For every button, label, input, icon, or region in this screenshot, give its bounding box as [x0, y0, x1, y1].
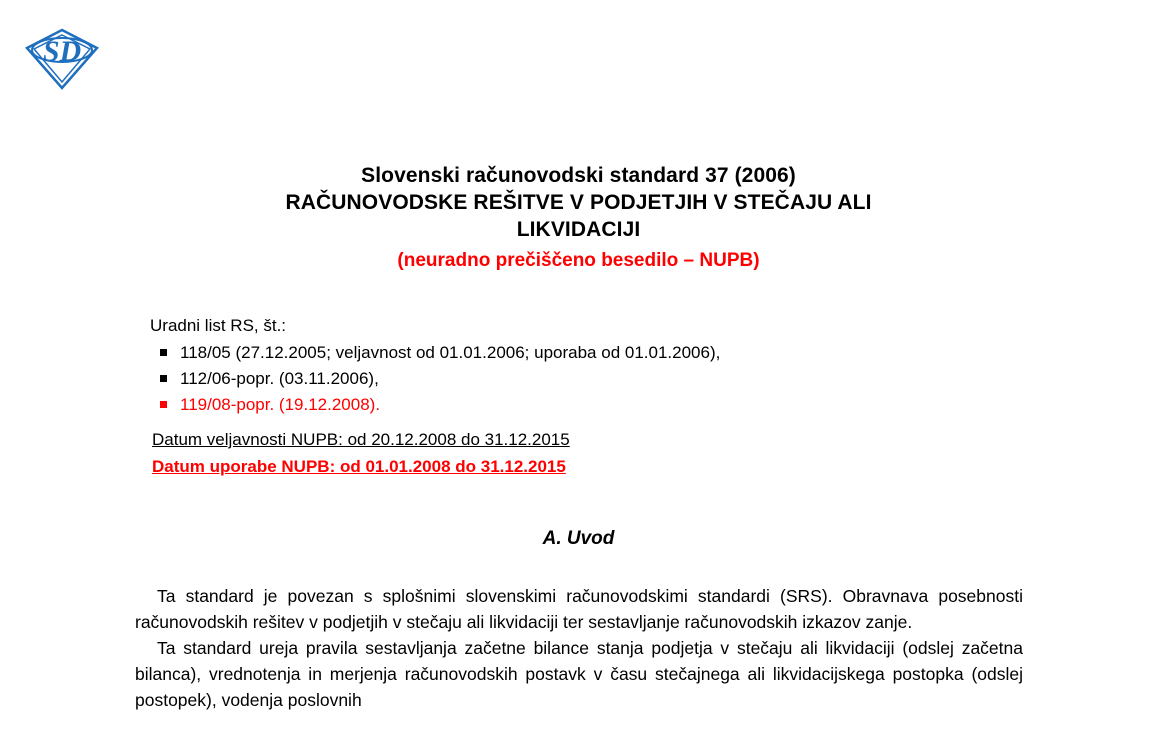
square-bullet-icon: [160, 401, 167, 408]
page-title-line-2: RAČUNOVODSKE REŠITVE V PODJETJIH V STEČAJU ALI: [285, 191, 872, 214]
page-title-line-1: Slovenski računovodski standard 37 (2006): [361, 164, 796, 187]
validity-block: [152, 427, 570, 479]
body-paragraph-1: Ta standard je povezan s splošnimi slovenskimi računovodskimi standardi (SRS). Obravnava posebnosti računovodskih rešitev v podjetjih v stečaju ali likvidaciji ter sestavljanje računovodskih izkazov zanje.: [135, 586, 1023, 632]
document-title-block: [0, 162, 1157, 273]
gazette-lead: Uradni list RS, št.:: [150, 316, 287, 335]
validity-date-line: Datum veljavnosti NUPB: od 20.12.2008 do 31.12.2015: [152, 430, 570, 449]
sd-diamond-logo-icon: [22, 28, 102, 90]
page-title-line-3: LIKVIDACIJI: [516, 218, 641, 241]
body-text: [135, 583, 1023, 713]
page-subtitle: (neuradno prečiščeno besedilo – NUPB): [397, 250, 760, 271]
list-item: [150, 366, 1050, 392]
gazette-list: [150, 340, 1050, 418]
body-paragraph-2: Ta standard ureja pravila sestavljanja začetne bilance stanja podjetja v stečaju ali likvidaciji (odslej začetna bilanca), vrednotenja in merjenja računovodskih postavk v času stečajnega ali likvidacijskega postopka (odslej postopek), vodenja poslovnih: [135, 638, 1023, 710]
list-item: [150, 392, 1050, 418]
gazette-references: [150, 313, 1050, 418]
square-bullet-icon: [160, 349, 167, 356]
sd-logo: [22, 28, 102, 90]
square-bullet-icon: [160, 375, 167, 382]
gazette-item-label: 112/06-popr. (03.11.2006),: [180, 369, 379, 388]
usage-date-line: Datum uporabe NUPB: od 01.01.2008 do 31.12.2015: [152, 457, 566, 476]
svg-text:SD: SD: [42, 35, 82, 68]
gazette-item-label: 118/05 (27.12.2005; veljavnost od 01.01.2006; uporaba od 01.01.2006),: [180, 343, 721, 362]
gazette-item-label: 119/08-popr. (19.12.2008).: [180, 395, 381, 414]
section-heading-uvod: A. Uvod: [542, 528, 615, 549]
list-item: [150, 340, 1050, 366]
